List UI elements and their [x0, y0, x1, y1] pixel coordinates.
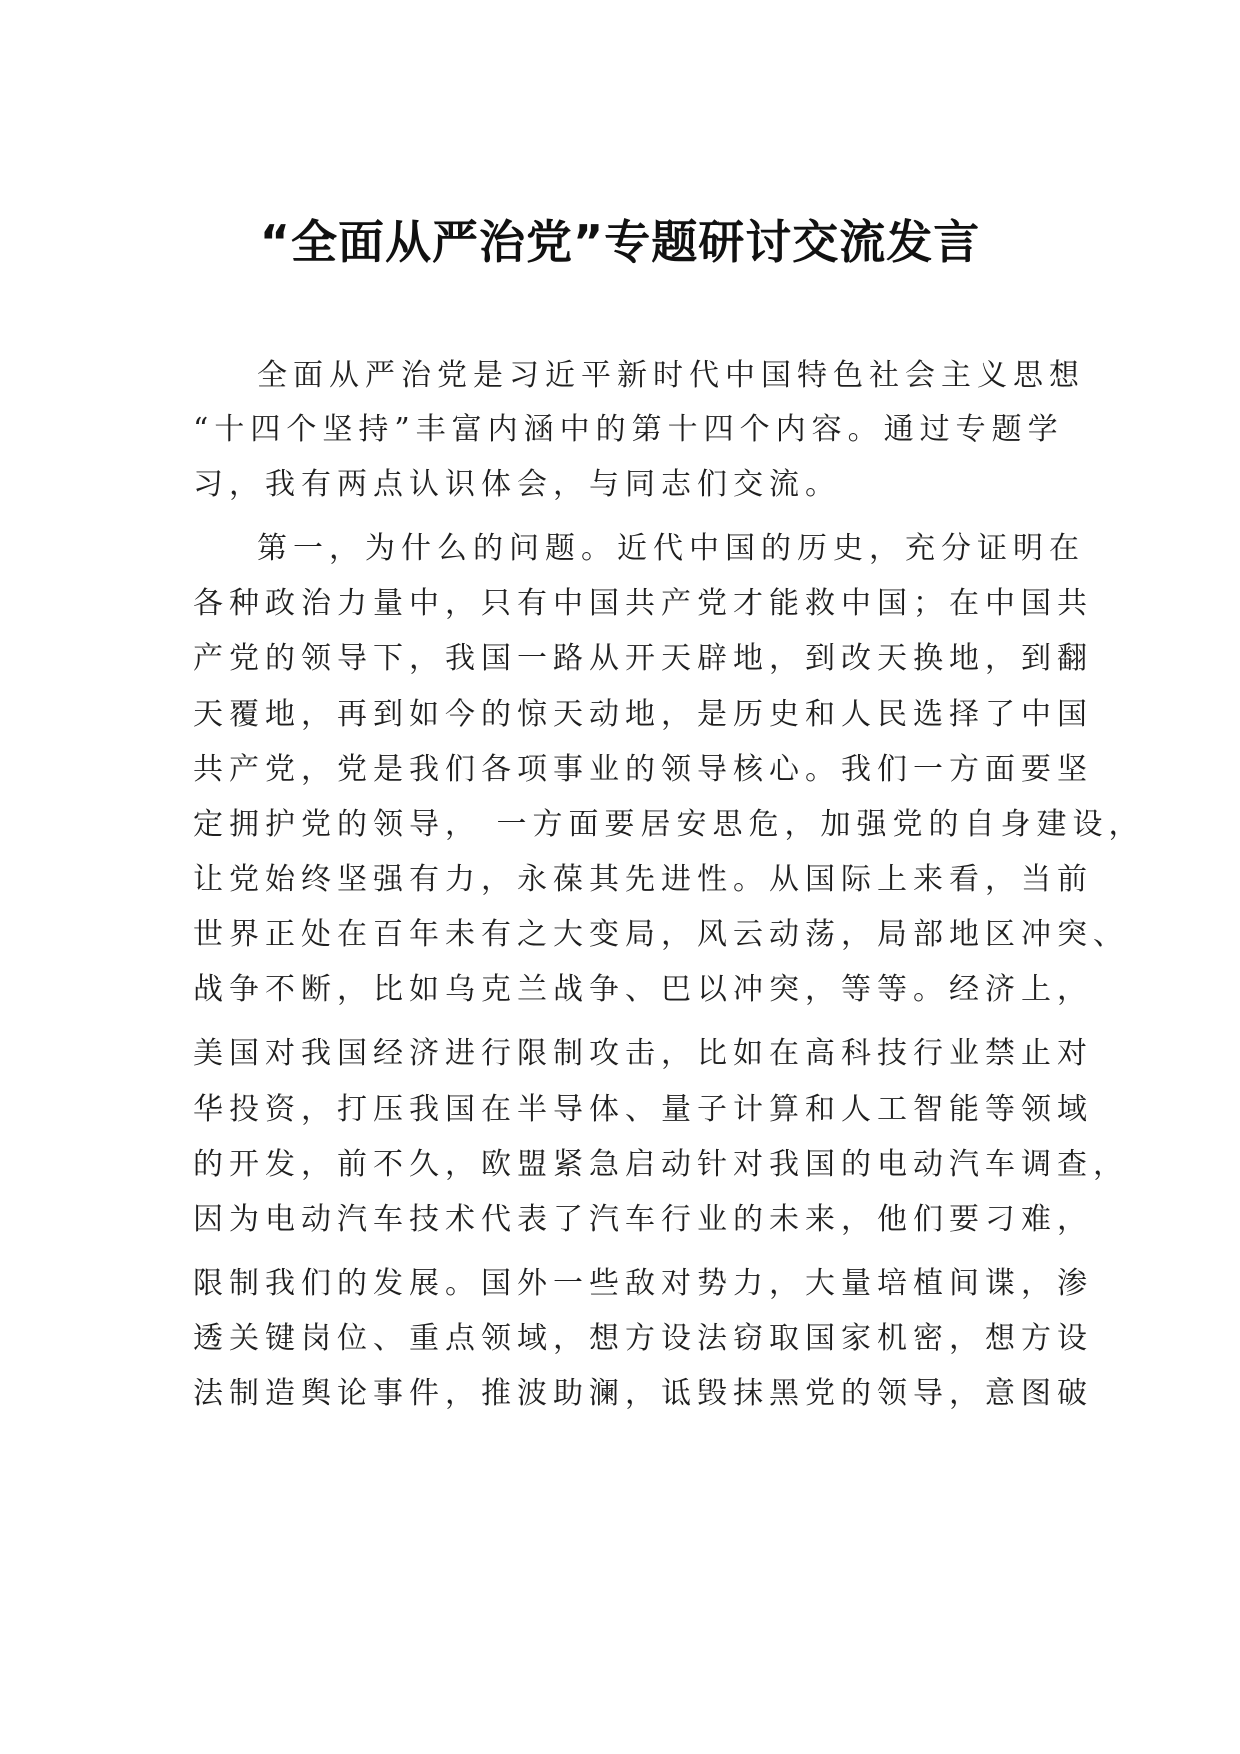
- paragraph-line: 全面从严治党是习近平新时代中国特色社会主义思想: [257, 358, 1085, 393]
- paragraph-line: 让党始终坚强有力，永葆其先进性。从国际上来看，当前: [193, 862, 1093, 897]
- paragraph-line: “十四个坚持”丰富内涵中的第十四个内容。通过专题学: [193, 412, 1064, 447]
- document-title: “全面从严治党”专题研讨交流发言: [259, 215, 981, 269]
- paragraph-line: 共产党，党是我们各项事业的领导核心。我们一方面要坚: [193, 752, 1093, 787]
- paragraph-line: 定拥护党的领导， 一方面要居安思危，加强党的自身建设，: [193, 807, 1145, 842]
- paragraph-line: 产党的领导下，我国一路从开天辟地，到改天换地，到翻: [193, 641, 1093, 676]
- paragraph-line: 世界正处在百年未有之大变局，风云动荡，局部地区冲突、: [193, 917, 1129, 952]
- paragraph-line: 因为电动汽车技术代表了汽车行业的未来，他们要刁难，: [193, 1202, 1093, 1237]
- paragraph-line: 习，我有两点认识体会，与同志们交流。: [193, 467, 841, 502]
- paragraph-line: 透关键岗位、重点领域，想方设法窃取国家机密，想方设: [193, 1321, 1093, 1356]
- paragraph-line: 战争不断，比如乌克兰战争、巴以冲突，等等。经济上，: [193, 972, 1093, 1007]
- paragraph-line: 美国对我国经济进行限制攻击，比如在高科技行业禁止对: [193, 1036, 1093, 1071]
- paragraph-line: 天覆地，再到如今的惊天动地，是历史和人民选择了中国: [193, 697, 1093, 732]
- paragraph-line: 各种政治力量中，只有中国共产党才能救中国；在中国共: [193, 586, 1093, 621]
- paragraph-line: 的开发，前不久，欧盟紧急启动针对我国的电动汽车调查，: [193, 1147, 1129, 1182]
- paragraph-line: 华投资，打压我国在半导体、量子计算和人工智能等领域: [193, 1092, 1093, 1127]
- paragraph-line: 限制我们的发展。国外一些敌对势力，大量培植间谍，渗: [193, 1266, 1093, 1301]
- paragraph-line: 第一，为什么的问题。近代中国的历史，充分证明在: [257, 531, 1085, 566]
- paragraph-line: 法制造舆论事件，推波助澜，诋毁抹黑党的领导，意图破: [193, 1376, 1093, 1411]
